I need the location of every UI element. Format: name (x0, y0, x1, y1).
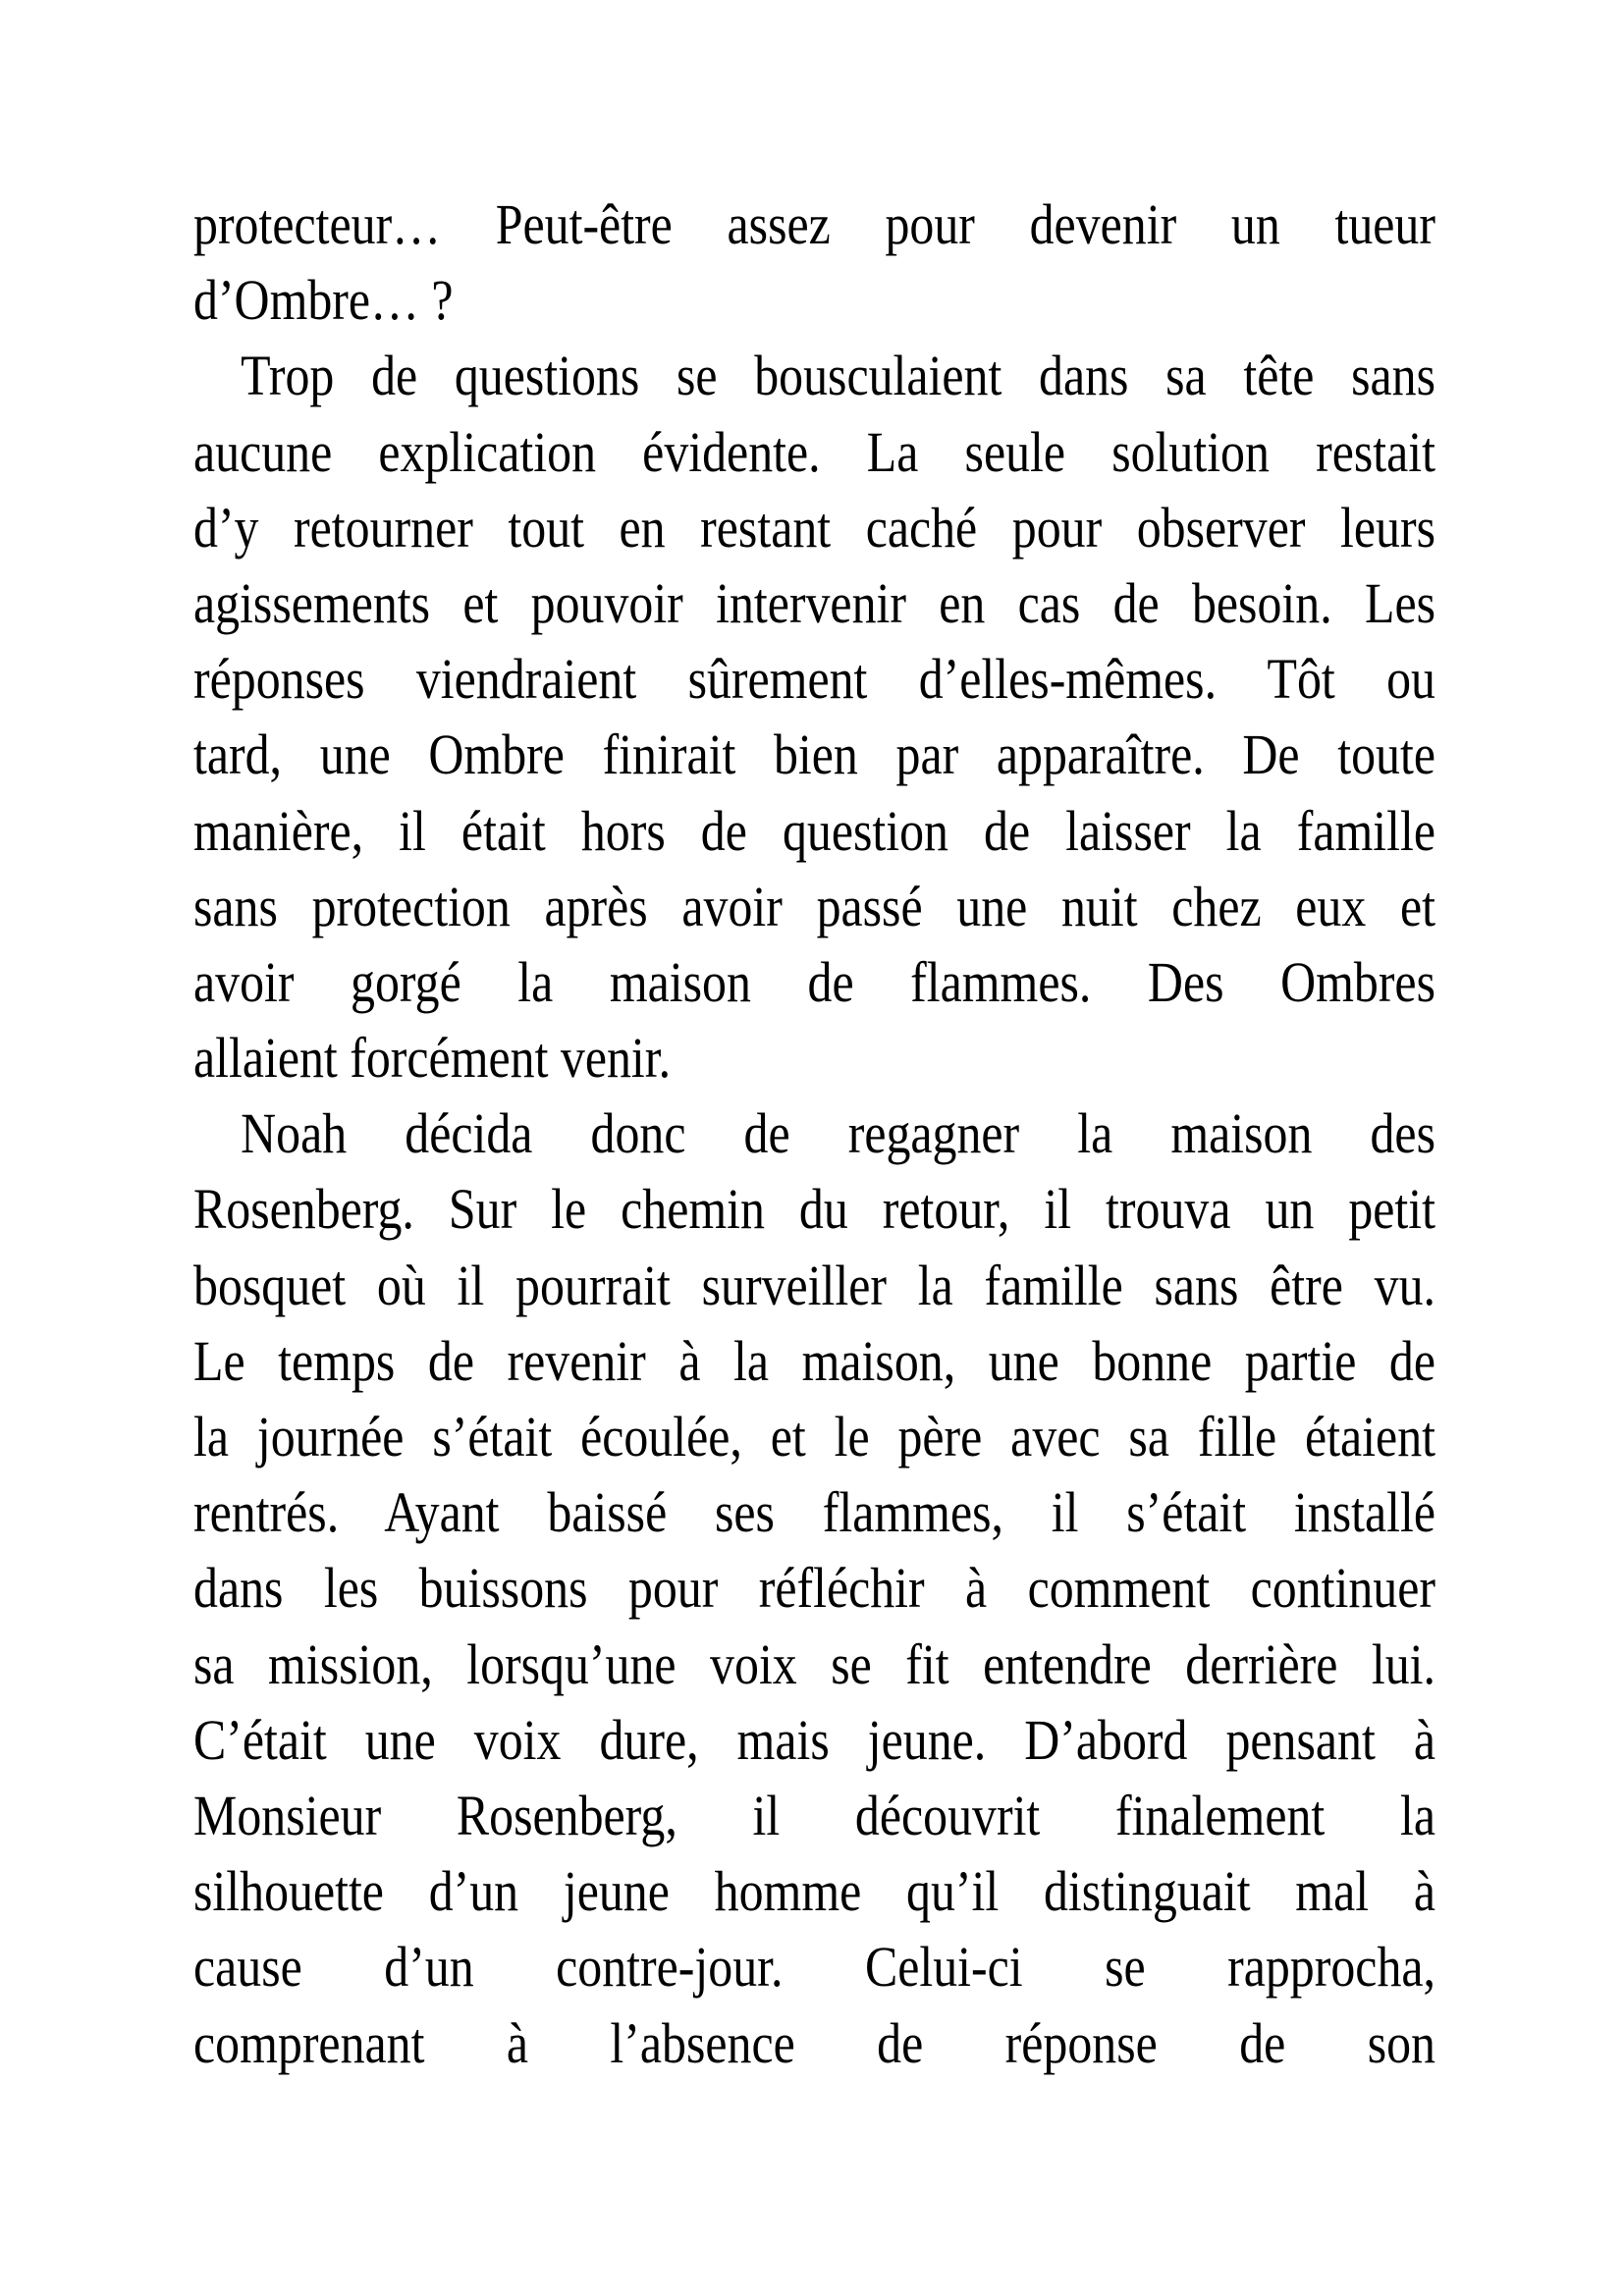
body-text (193, 187, 1435, 2081)
text-line: avoir gorgé la maison de flammes. Des Ombres (193, 949, 1435, 1014)
text-line: silhouette d’un jeune homme qu’il distinguait mal à (193, 1859, 1435, 1924)
text-line: tard, une Ombre finirait bien par apparaître. De toute (193, 722, 1435, 787)
text-line: rentrés. Ayant baissé ses flammes, il s’était installé (193, 1480, 1435, 1545)
text-line: Trop de questions se bousculaient dans sa tête sans (241, 344, 1435, 408)
text-line: manière, il était hors de question de laisser la famille (193, 798, 1435, 863)
text-line: Noah décida donc de regagner la maison des (241, 1101, 1435, 1166)
text-line: sans protection après avoir passé une nuit chez eux et (193, 874, 1435, 938)
text-line: d’Ombre… ? (193, 268, 454, 333)
text-line: allaient forcément venir. (193, 1026, 672, 1091)
text-line: agissements et pouvoir intervenir en cas de besoin. Les (193, 570, 1435, 635)
text-line: aucune explication évidente. La seule solution restait (193, 419, 1435, 484)
text-line: C’était une voix dure, mais jeune. D’abord pensant à (193, 1707, 1435, 1772)
text-line: bosquet où il pourrait surveiller la famille sans être vu. (193, 1253, 1435, 1317)
text-line: réponses viendraient sûrement d’elles-mêmes. Tôt ou (193, 647, 1435, 712)
text-line: Monsieur Rosenberg, il découvrit finalement la (193, 1783, 1435, 1847)
text-line: d’y retourner tout en restant caché pour observer leurs (193, 495, 1435, 560)
text-line: comprenant à l’absence de réponse de son (193, 2010, 1435, 2075)
text-line: protecteur… Peut-être assez pour devenir un tueur (193, 192, 1435, 256)
text-line: Le temps de revenir à la maison, une bonne partie de (193, 1328, 1435, 1393)
text-line: Rosenberg. Sur le chemin du retour, il trouva un petit (193, 1177, 1435, 1242)
text-line: dans les buissons pour réfléchir à comment continuer (193, 1556, 1435, 1621)
text-line: la journée s’était écoulée, et le père avec sa fille étaient (193, 1405, 1435, 1468)
text-line: cause d’un contre-jour. Celui-ci se rapprocha, (193, 1935, 1435, 2000)
text-line: sa mission, lorsqu’une voix se fit entendre derrière lui. (193, 1631, 1435, 1696)
